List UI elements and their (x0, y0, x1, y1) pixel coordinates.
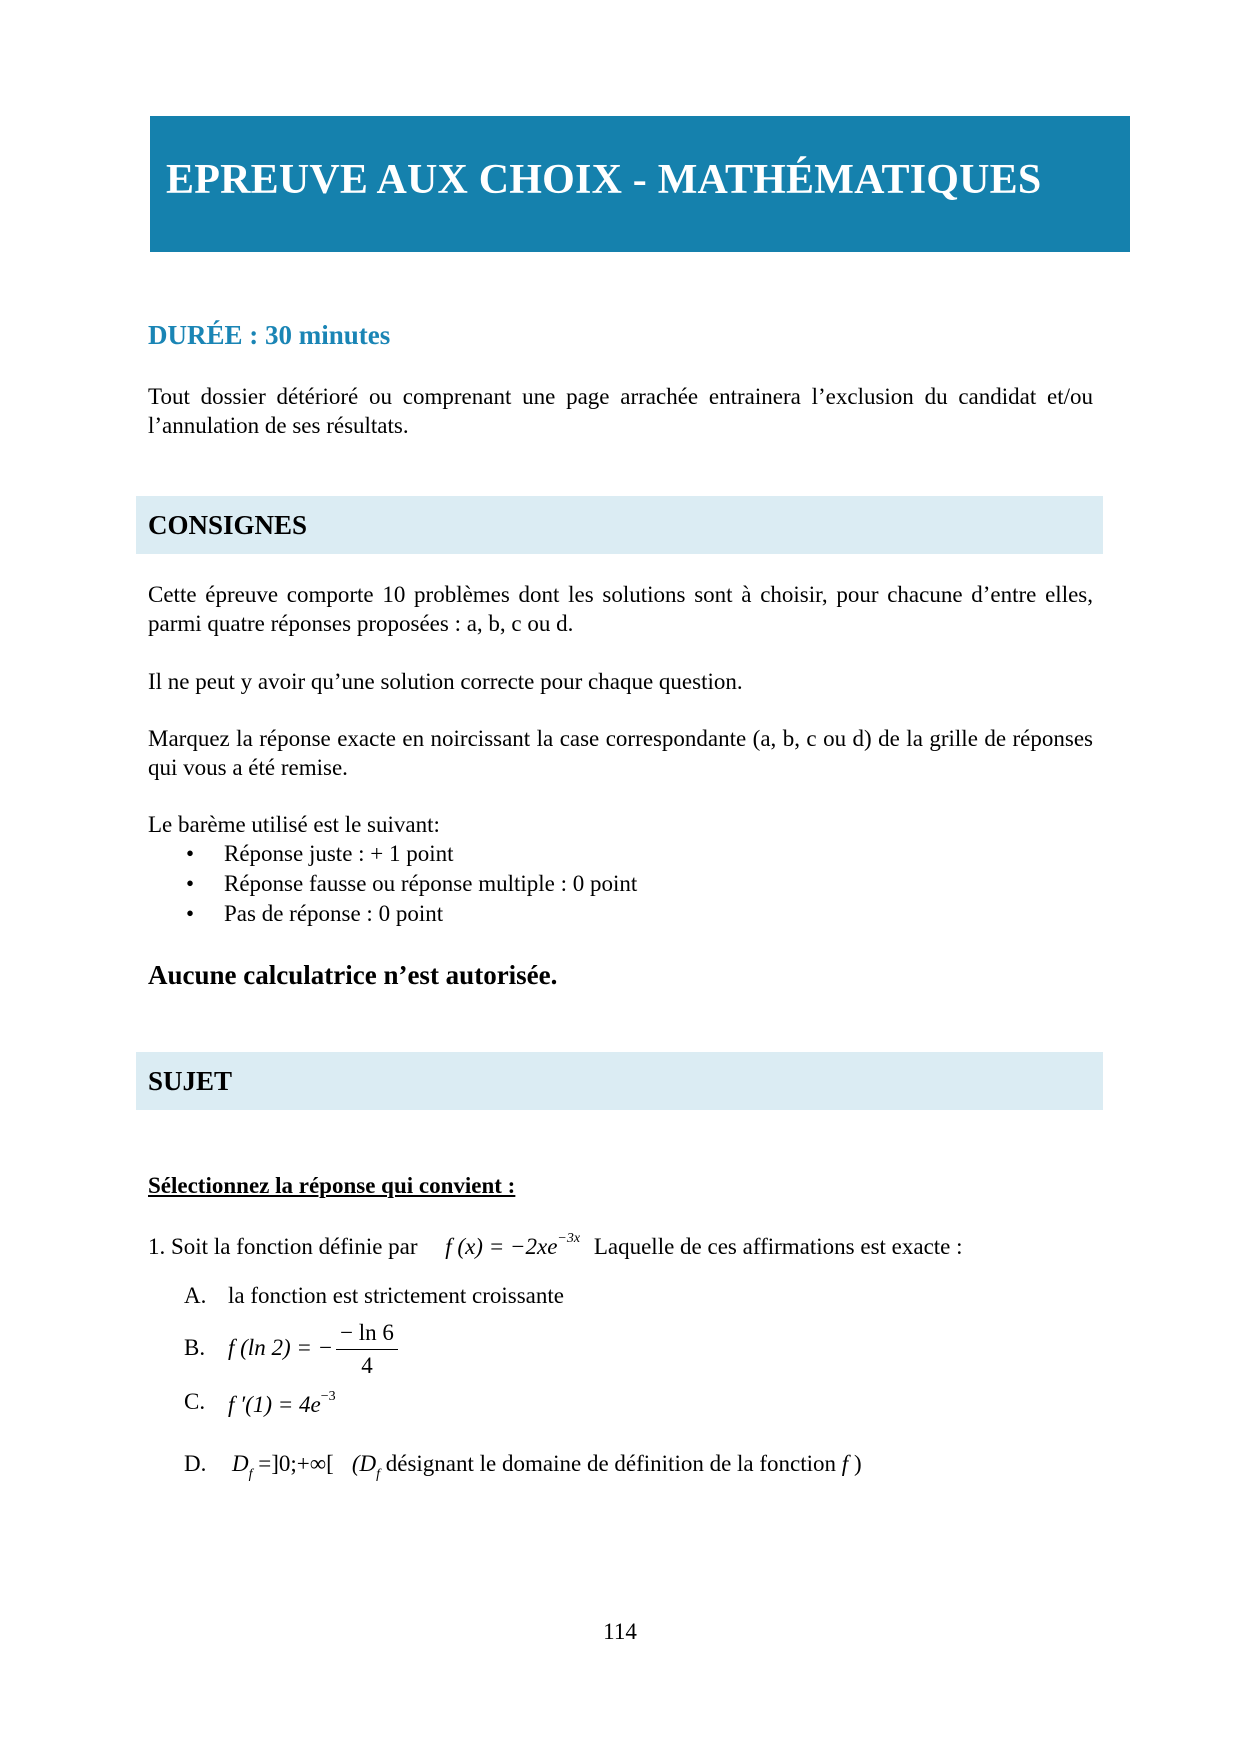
bareme-item-text: Réponse fausse ou réponse multiple : 0 point (224, 871, 638, 896)
sujet-heading: SUJET (148, 1066, 233, 1096)
warning-paragraph: Tout dossier détérioré ou comprenant une page arrachée entrainera l’exclusion du candidat et/ou l’annulation de ses résultats. (148, 384, 1093, 438)
duration-label: DURÉE : 30 minutes (148, 320, 391, 350)
consignes-paragraph-3: Marquez la réponse exacte en noircissant la case correspondante (a, b, c ou d) de la grille de réponses qui vous a été remise. (148, 726, 1093, 780)
instruction-heading: Sélectionnez la réponse qui convient : (148, 1173, 516, 1198)
bullet-icon: • (186, 901, 195, 926)
page-title: EPREUVE AUX CHOIX - MATHÉMATIQUES (166, 157, 1042, 203)
consignes-paragraph-2: Il ne peut y avoir qu’une solution correcte pour chaque question. (148, 669, 743, 694)
fraction-bar (336, 1349, 398, 1350)
function-definition: f $(x) = -2xe^{-3x}$ (445, 1231, 581, 1259)
bareme-item (186, 869, 637, 899)
bareme-item-text: Pas de réponse : 0 point (224, 901, 444, 926)
bareme-item-text: Réponse juste : + 1 point (224, 841, 454, 866)
option-b-lhs: f (ln 2) = − (228, 1335, 334, 1360)
bullet-icon: • (186, 871, 195, 896)
consignes-paragraph-1: Cette épreuve comporte 10 problèmes dont les solutions sont à choisir, pour chacune d’entre elles, parmi quatre réponses proposées : a, b, c ou d. (148, 582, 1093, 636)
option-b-letter: B. (184, 1335, 206, 1360)
bareme-item (186, 839, 454, 869)
option-c-letter: C. (184, 1389, 206, 1414)
sujet-band (136, 1052, 1103, 1110)
consignes-heading: CONSIGNES (148, 510, 308, 540)
bareme-intro: Le barème utilisé est le suivant: (148, 812, 440, 837)
option-d-text: $D_f$ =]0;+∞[ ($D_f$ désignant le domaine de définition de la fonction f ) (232, 1451, 862, 1482)
bullet-icon: • (186, 841, 195, 866)
option-b-denominator: 4 (361, 1353, 373, 1378)
option-a-letter: A. (184, 1283, 207, 1308)
option-c-text: f $'(1) = 4e^{-3}$ (228, 1389, 336, 1417)
option-d-letter: D. (184, 1451, 207, 1476)
bareme-item (186, 899, 443, 929)
no-calculator-notice: Aucune calculatrice n’est autorisée. (148, 960, 558, 990)
option-a-text: la fonction est strictement croissante (228, 1283, 564, 1308)
question-1 (148, 1231, 963, 1260)
question-suffix: Laquelle de ces affirmations est exacte : (593, 1234, 963, 1259)
question-prefix: 1. Soit la fonction définie par (148, 1234, 418, 1259)
page-number: 114 (603, 1619, 637, 1644)
option-b-numerator: − ln 6 (340, 1320, 394, 1345)
